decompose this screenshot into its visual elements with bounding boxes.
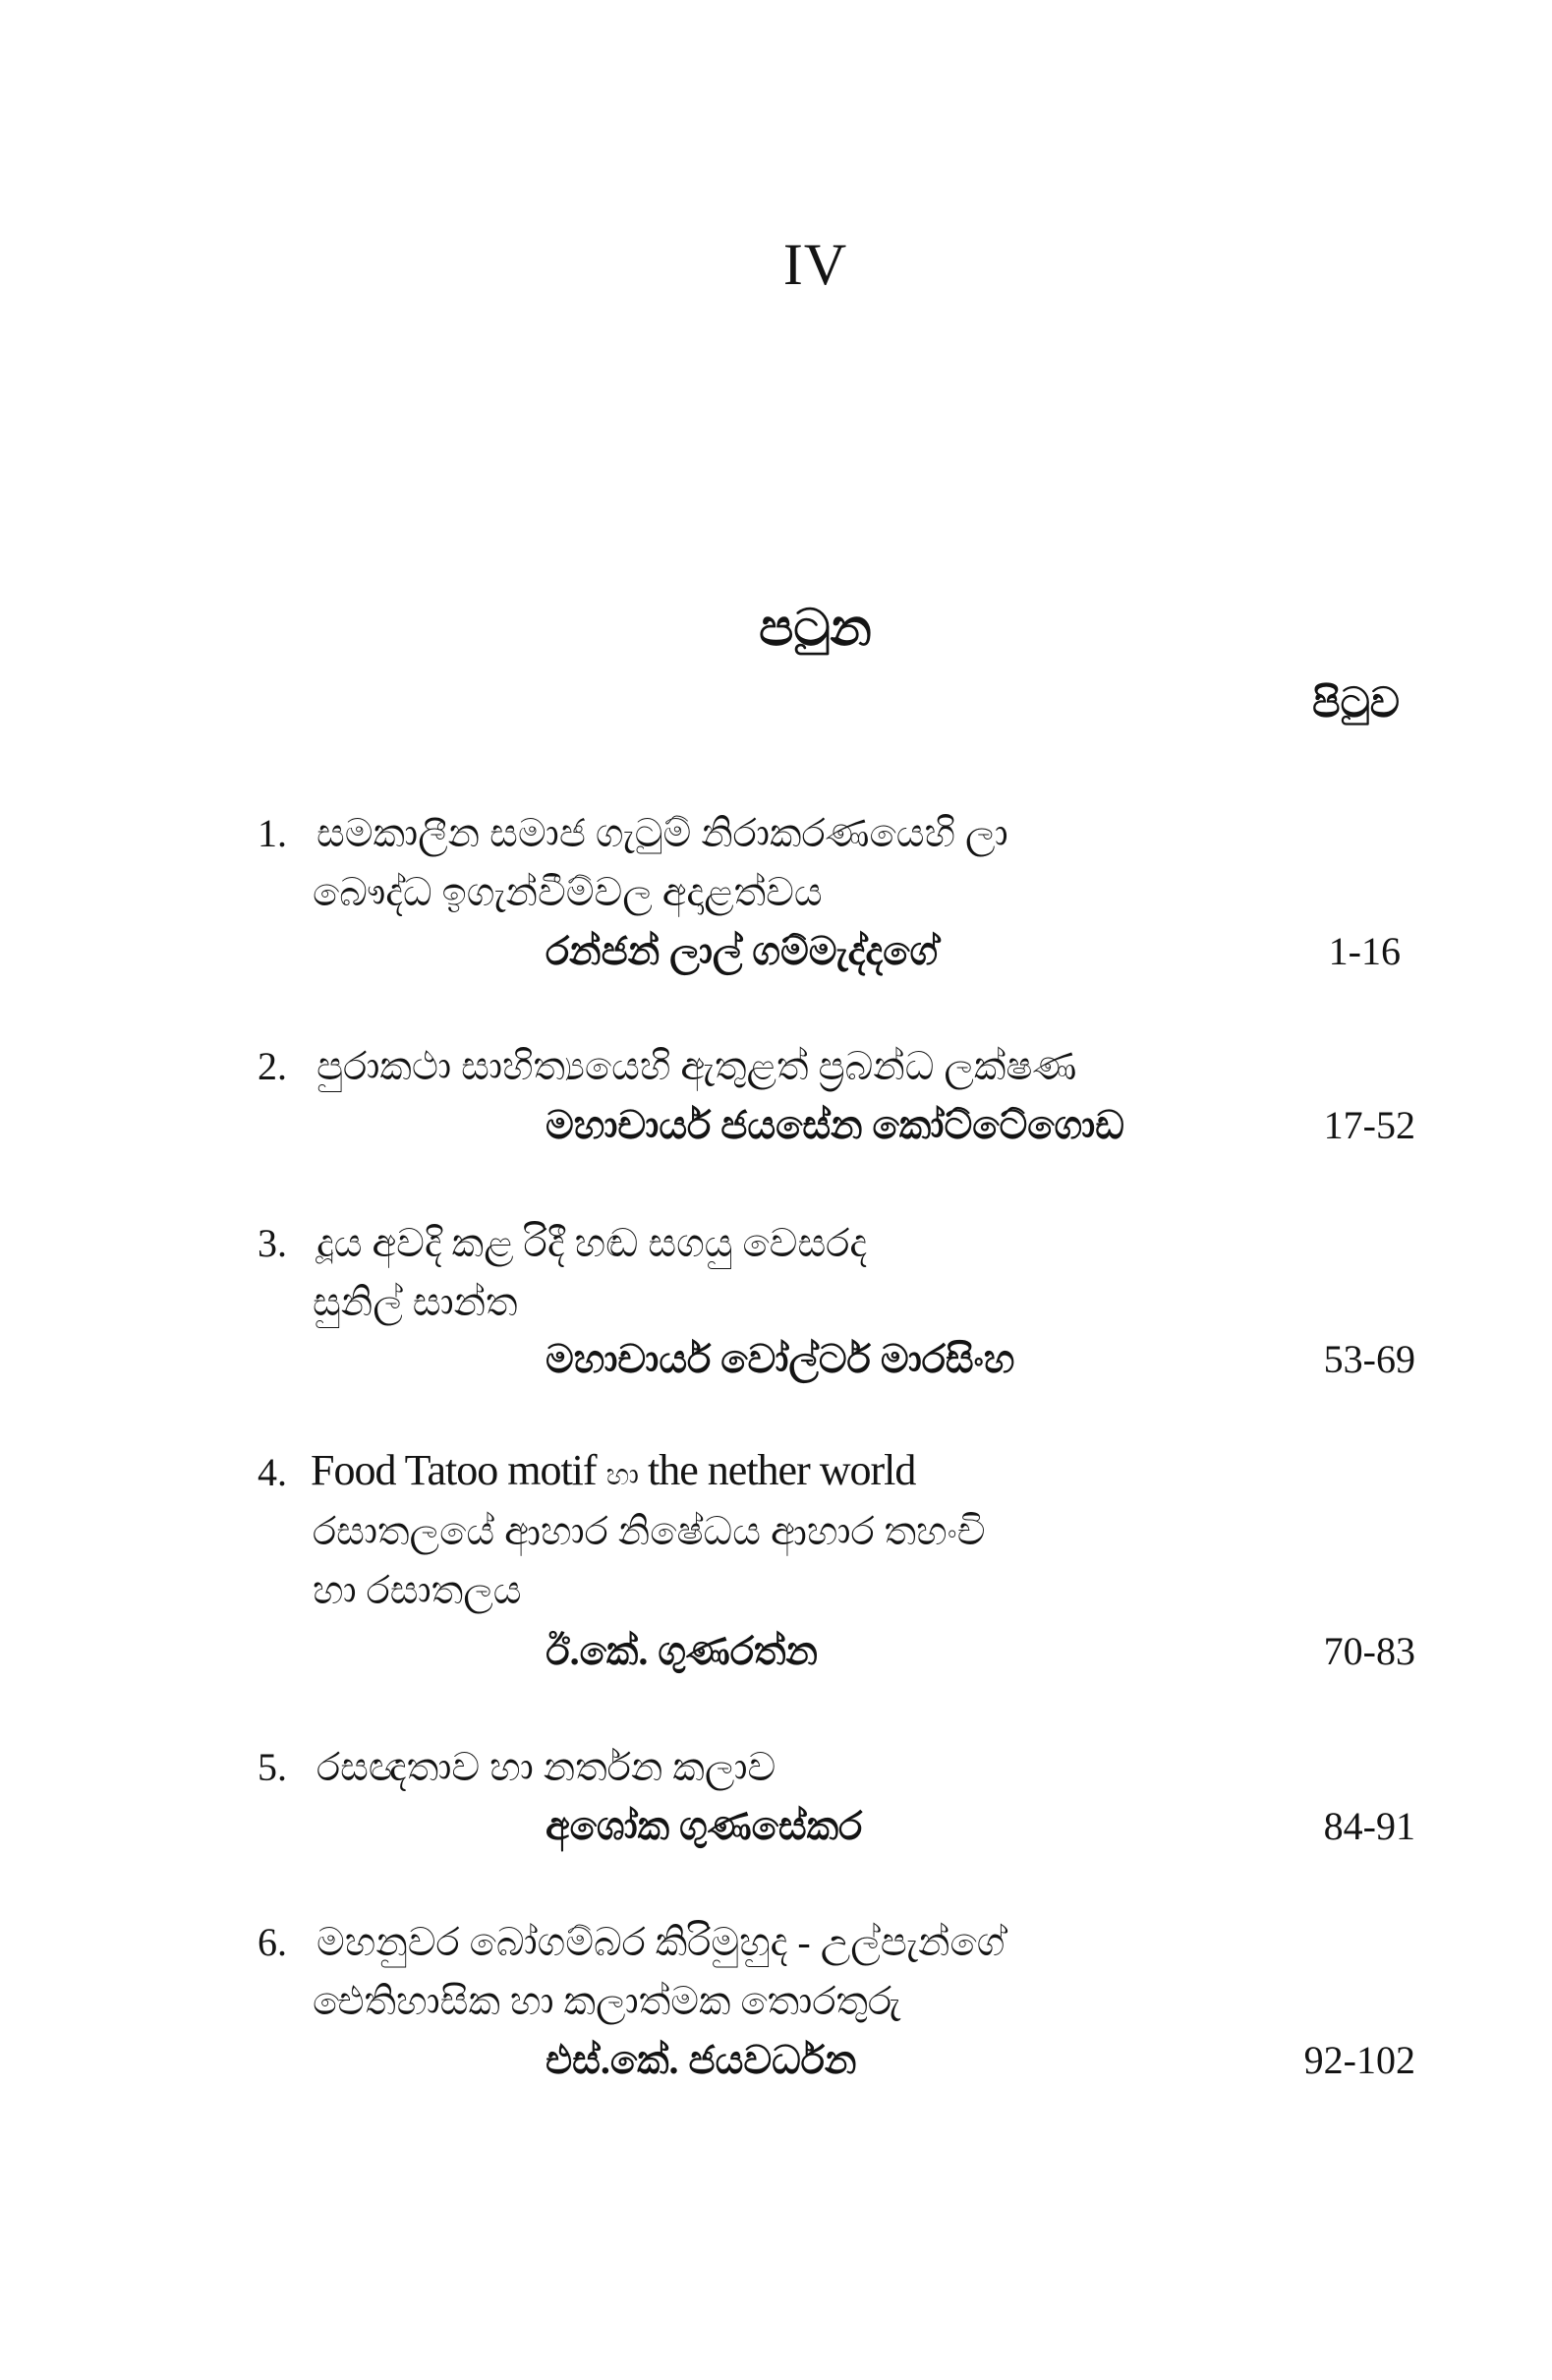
entry-title-line: ඓතිහාසික හා කලාත්මක තොරතුරු <box>313 1979 901 2023</box>
page-column-label: පිටුව <box>1312 681 1400 726</box>
entry-title-line: පුරාකථා සාහිත්‍යයෙහි ඇතුළත් ප්‍රබන්ධ ලක්ෂණ <box>316 1044 1077 1088</box>
entry-title-line: බෞද්ධ ඉගැන්වීම්වල අදාළත්වය <box>313 870 823 914</box>
entry-pages: 84-91 <box>1323 1804 1415 1848</box>
entry-title-line: සුනිල් සාන්ත <box>313 1280 518 1324</box>
entry-author: මහාචාර්ය ජයසේන කෝට්ටේගොඩ <box>546 1103 1124 1147</box>
entry-number: 4. <box>258 1450 287 1494</box>
entry-number: 2. <box>258 1044 287 1088</box>
entry-author: එස්.කේ. ජයවර්ධන <box>546 2038 857 2082</box>
entry-pages: 70-83 <box>1323 1629 1415 1673</box>
entry-title-english <box>311 1443 915 1503</box>
entry-title-line: සමකාලීන සමාජ ගැටුම් නිරාකරණයෙහි ලා <box>316 811 1008 855</box>
page-number: IV <box>782 232 848 297</box>
entry-title-line: දූය අවදි කළ රිදී හඬ සගයු වෙසරද <box>316 1221 868 1265</box>
entry-pages: 17-52 <box>1323 1103 1415 1147</box>
entry-title-line: මහනුවර බෝගම්බර කිරිමුහුද - උල්පැන්ගේ <box>316 1920 1006 1964</box>
entry-number: 6. <box>258 1920 287 1964</box>
entry-author: අශෝක ගුණසේකර <box>546 1804 863 1848</box>
entry-author: මහාචාර්ය වෝල්ටර් මාරසිංහ <box>546 1337 1015 1381</box>
entry-title-line: හා රසාතලය <box>313 1568 522 1612</box>
entry-title-line: රසඥතාව හා නර්තන කලාව <box>316 1745 776 1789</box>
entry-title-english-connector: හා <box>605 1459 639 1491</box>
entry-number: 1. <box>258 811 287 855</box>
entry-title-english-part: Food Tatoo motif <box>311 1446 606 1494</box>
entry-pages: 53-69 <box>1323 1337 1415 1381</box>
entry-author: ඊ.කේ. ගුණරත්න <box>546 1629 818 1673</box>
contents-heading: පටුන <box>759 601 872 657</box>
entry-number: 3. <box>258 1221 287 1265</box>
entry-title-english-part: the nether world <box>638 1446 916 1494</box>
entry-number: 5. <box>258 1745 287 1789</box>
entry-title-line: රසාතලයේ ආහාර නිෂේධය ආහාර තහංචි <box>313 1509 986 1553</box>
entry-pages: 92-102 <box>1303 2038 1415 2082</box>
entry-pages: 1-16 <box>1328 929 1401 973</box>
entry-author: රන්ජන් ලාල් ගම්මැද්දගේ <box>546 929 939 973</box>
